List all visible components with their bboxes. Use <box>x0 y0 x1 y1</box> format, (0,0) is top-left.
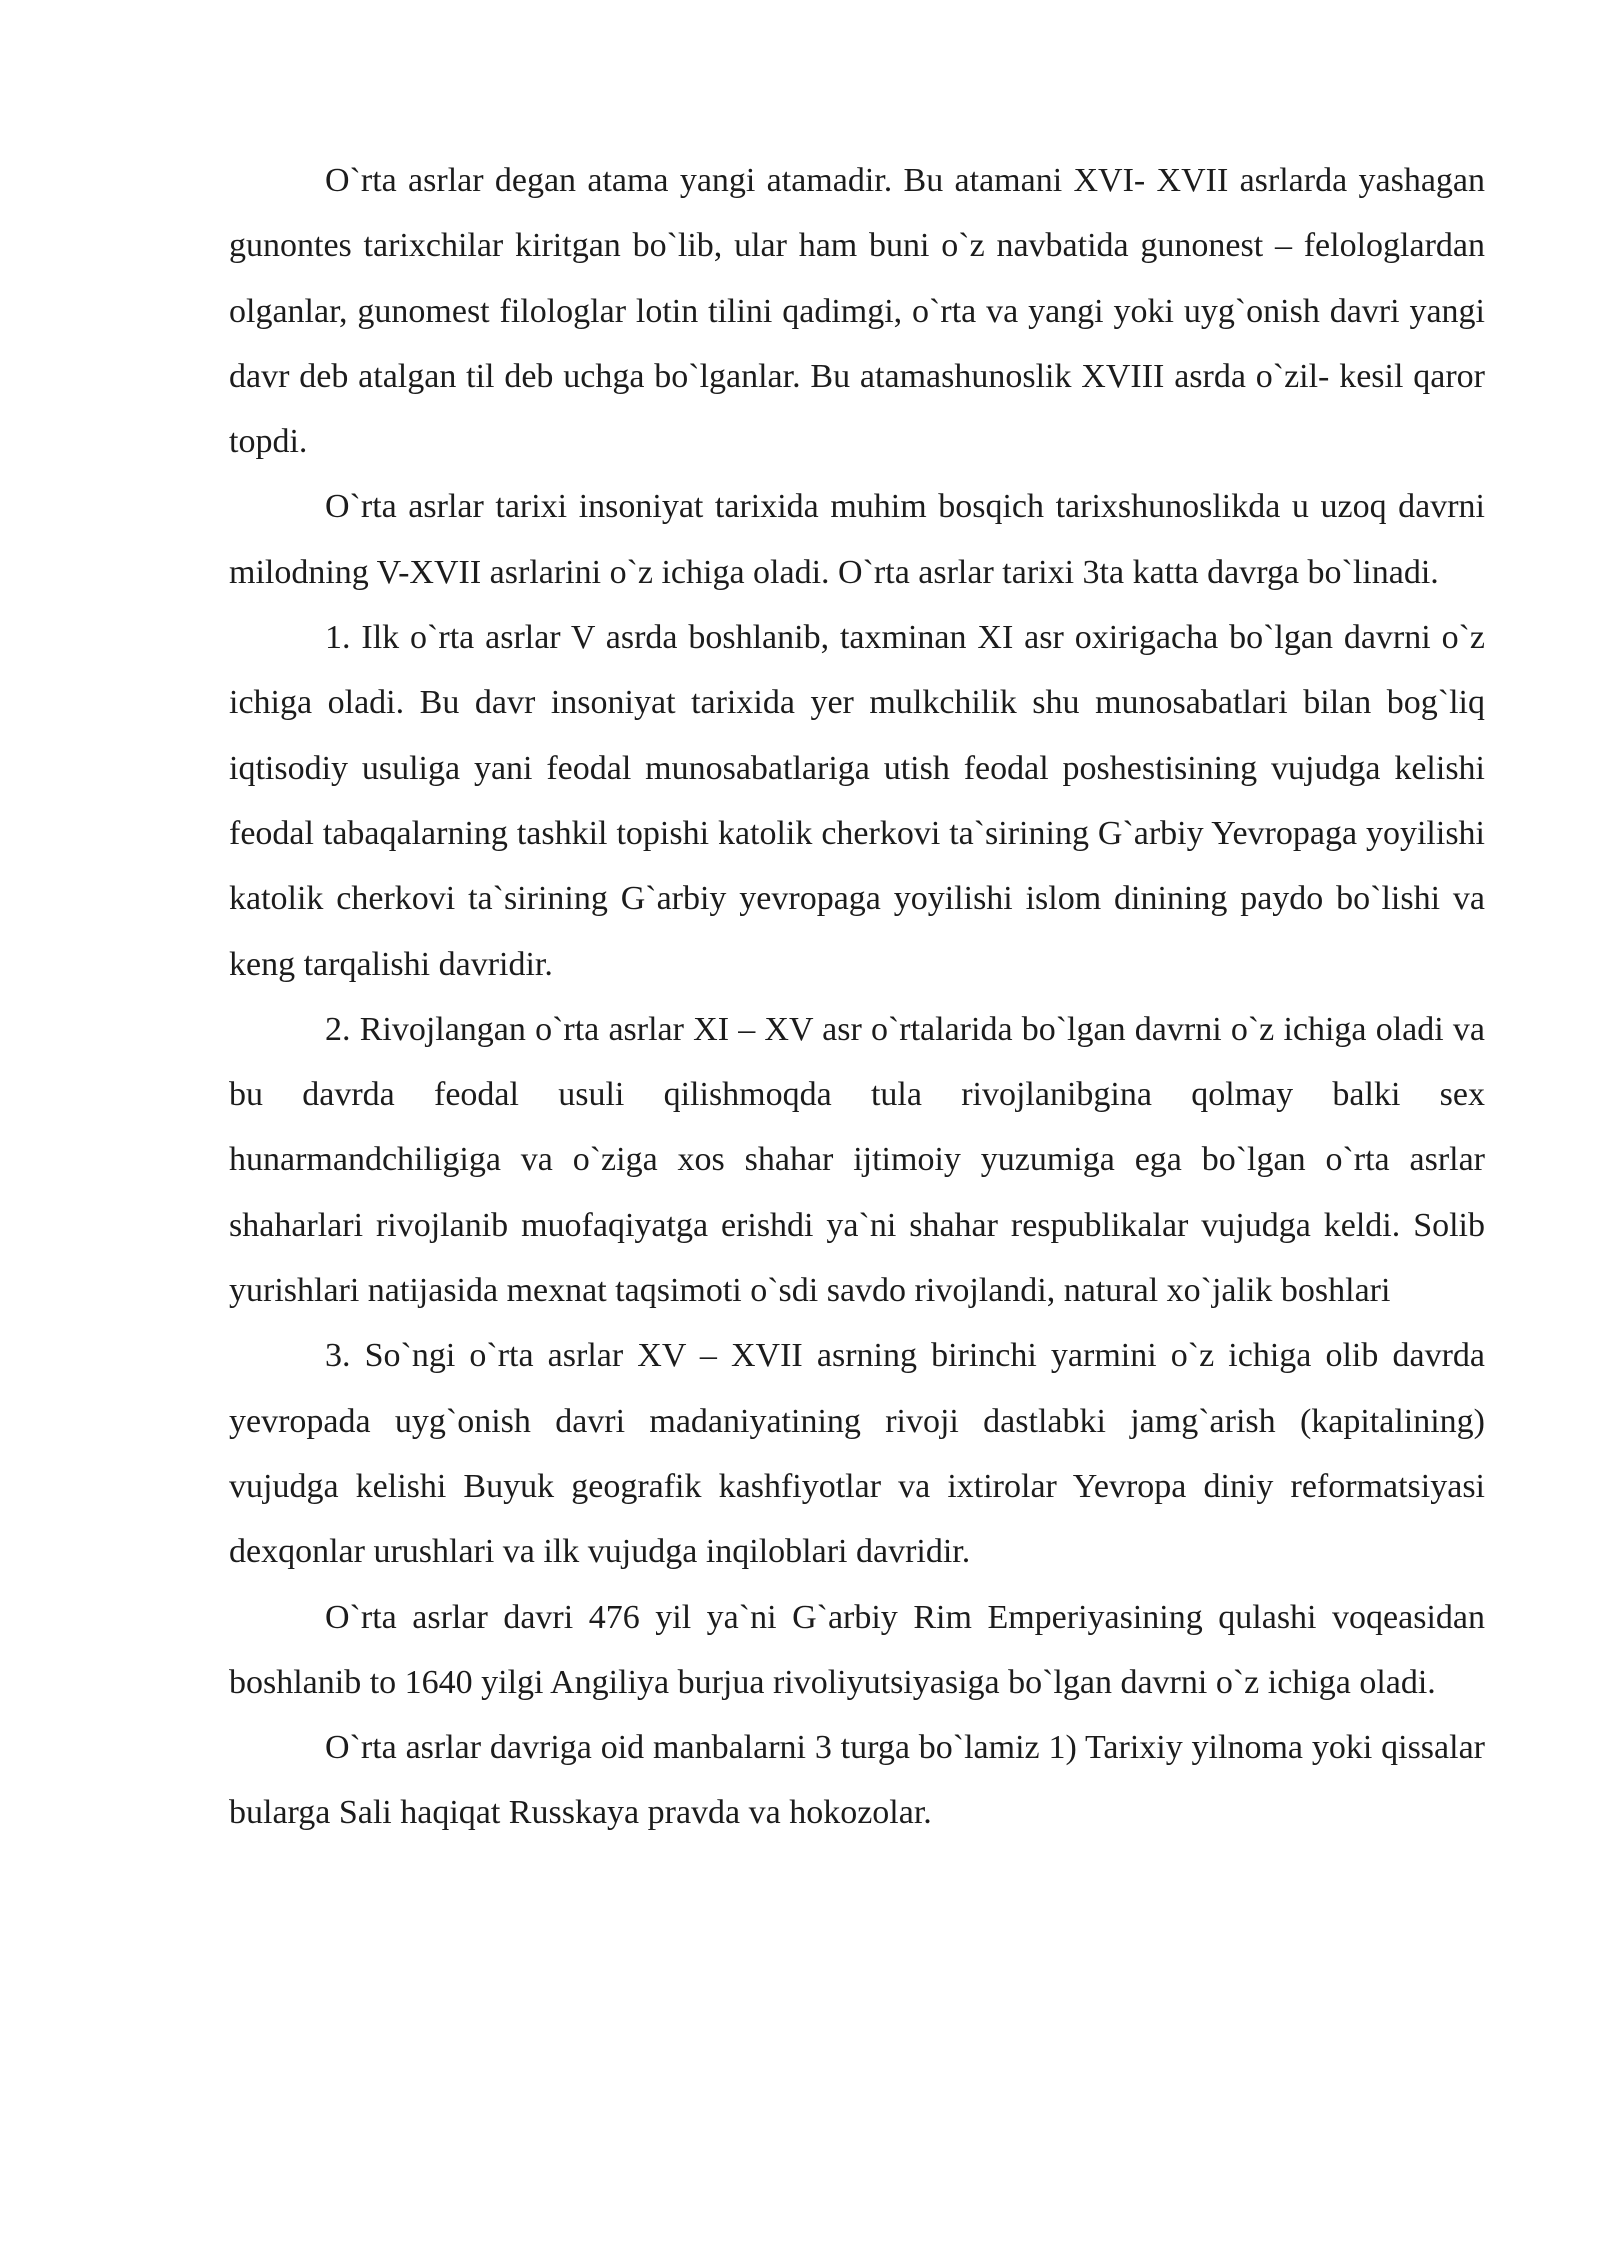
paragraph-4: 2. Rivojlangan o`rta asrlar XI – XV asr o`rtalarida bo`lgan davrni o`z ichiga oladi va bu davrda feodal usuli qilishmoqda tula rivojlanibgina qolmay balki sex hunarmandchiligiga va o`ziga xos shahar ijtimoiy yuzumiga ega bo`lgan o`rta asrlar shaharlari rivojlanib muofaqiyatga erishdi ya`ni shahar respublikalar vujudga keldi. Solib yurishlari natijasida mexnat taqsimoti o`sdi savdo rivojlandi, natural xo`jalik boshlari <box>229 1010 1485 1310</box>
paragraph-7: O`rta asrlar davriga oid manbalarni 3 turga bo`lamiz 1) Tarixiy yilnoma yoki qissalar bularga Sali haqiqat Russkaya pravda va hokozolar. <box>229 1729 1485 1832</box>
document-body <box>229 148 1485 1846</box>
paragraph-3: 1. Ilk o`rta asrlar V asrda boshlanib, taxminan XI asr oxirigacha bo`lgan davrni o`z ichiga oladi. Bu davr insoniyat tarixida yer mulkchilik shu munosabatlari bilan bog`liq iqtisodiy usuliga yani feodal munosabatlariga utish feodal poshestisining vujudga kelishi feodal tabaqalarning tashkil topishi katolik cherkovi ta`sirining G`arbiy Yevropaga yoyilishi katolik cherkovi ta`sirining G`arbiy yevropaga yoyilishi islom dinining paydo bo`lishi va keng tarqalishi davridir. <box>229 619 1485 983</box>
paragraph-6: O`rta asrlar davri 476 yil ya`ni G`arbiy Rim Emperiyasining qulashi voqeasidan boshlanib to 1640 yilgi Angiliya burjua rivoliyutsiyasiga bo`lgan davrni o`z ichiga oladi. <box>229 1598 1485 1701</box>
paragraph-1: O`rta asrlar degan atama yangi atamadir. Bu atamani XVI- XVII asrlarda yashagan gunontes tarixchilar kiritgan bo`lib, ular ham buni o`z navbatida gunonest – felologlardan olganlar, gunomest filologlar lotin tilini qadimgi, o`rta va yangi yoki uyg`onish davri yangi davr deb atalgan til deb uchga bo`lganlar. Bu atamashunoslik XVIII asrda o`zil- kesil qaror topdi. <box>229 162 1485 461</box>
paragraph-5: 3. So`ngi o`rta asrlar XV – XVII asrning birinchi yarmini o`z ichiga olib davrda yevropada uyg`onish davri madaniyatining rivoji dastlabki jamg`arish (kapitalining) vujudga kelishi Buyuk geografik kashfiyotlar va ixtirolar Yevropa diniy reformatsiyasi dexqonlar urushlari va ilk vujudga inqiloblari davridir. <box>229 1337 1485 1571</box>
paragraph-2: O`rta asrlar tarixi insoniyat tarixida muhim bosqich tarixshunoslikda u uzoq davrni milodning V-XVII asrlarini o`z ichiga oladi. O`rta asrlar tarixi 3ta katta davrga bo`linadi. <box>229 488 1485 591</box>
